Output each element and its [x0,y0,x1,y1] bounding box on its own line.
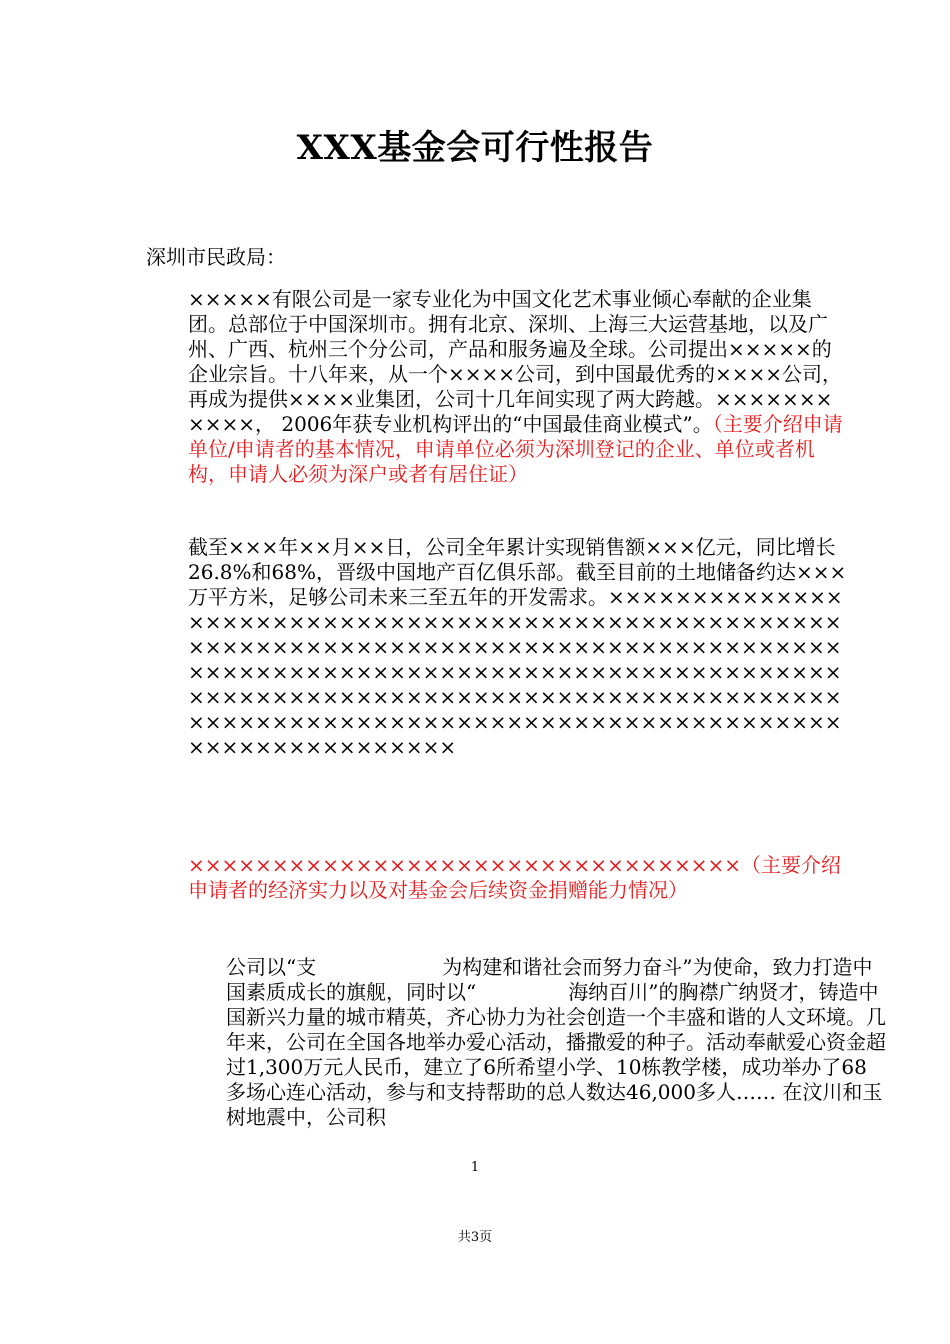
total-pages: 共3页 [457,1230,493,1245]
mission-text-b: 为构建和谐社会而努力奋斗”为使命，致力打造中国素质成长的旗舰，同时以“ [226,955,873,1004]
paragraph-sales: 截至×××年××月××日，公司全年累计实现销售额×××亿元，同比增长26.8%和68%，晋级中国地产百亿俱乐部。截至目前的土地储备约达×××万平方米，足够公司未来三至五年的开发需求。××××××××××××××××××××××××××××××××××××××××××××××××××××××××××××××××××××××××××××××××××××××××××××××××××××××××××××××××××××××××××××××××××××××××××××××××××××××××××××××××××××××××××××××××××××××××××××××××××××××××××××××××××××××××××××××××× [188,535,847,759]
company-intro-text: ×××××有限公司是一家专业化为中国文化艺术事业倾心奉献的企业集团。总部位于中国深圳市。拥有北京、深圳、上海三大运营基地，以及广州、广西、杭州三个分公司，产品和服务遍及全球。公司提出×××××的企业宗旨。十八年来，从一个××××公司，到中国最优秀的××××公司，再成为提供××××业集团，公司十几年间实现了两大跨越。×××××××××××， 2006年获专业机构评出的“中国最佳商业模式”。 [188,287,843,436]
paragraph-mission [146,955,886,1130]
document-title: XXX基金会可行性报告 [296,128,654,168]
mission-text-c: 海纳百川”的胸襟广纳贤才，铸造中国新兴力量的城市精英，齐心协力为社会创造一个丰盛和谐的人文环境。几年来，公司在全国各地举办爱心活动，播撒爱的种子。活动奉献爱心资金超过1,300万元人民币，建立了6所希望小学、10栋教学楼，成功举办了68多场心连心活动，参与和支持帮助的总人数达46,000多人…… 在汶川和玉树地震中，公司积 [226,980,886,1129]
company-intro-note: （主要介绍申请单位/申请者的基本情况，申请单位必须为深圳登记的企业、单位或者机构，申请人必须为深户或者有居住证） [188,412,843,486]
paragraph-company-intro [146,287,848,487]
salutation: 深圳市民政局： [146,245,286,269]
mission-text-a: 公司以“支 [226,955,317,979]
paragraph-financial-note: ×××××××××××××××××××××××××××××××××（主要介绍申请者的经济实力以及对基金会后续资金捐赠能力情况） [188,853,842,902]
page-number: 1 [470,1160,480,1175]
